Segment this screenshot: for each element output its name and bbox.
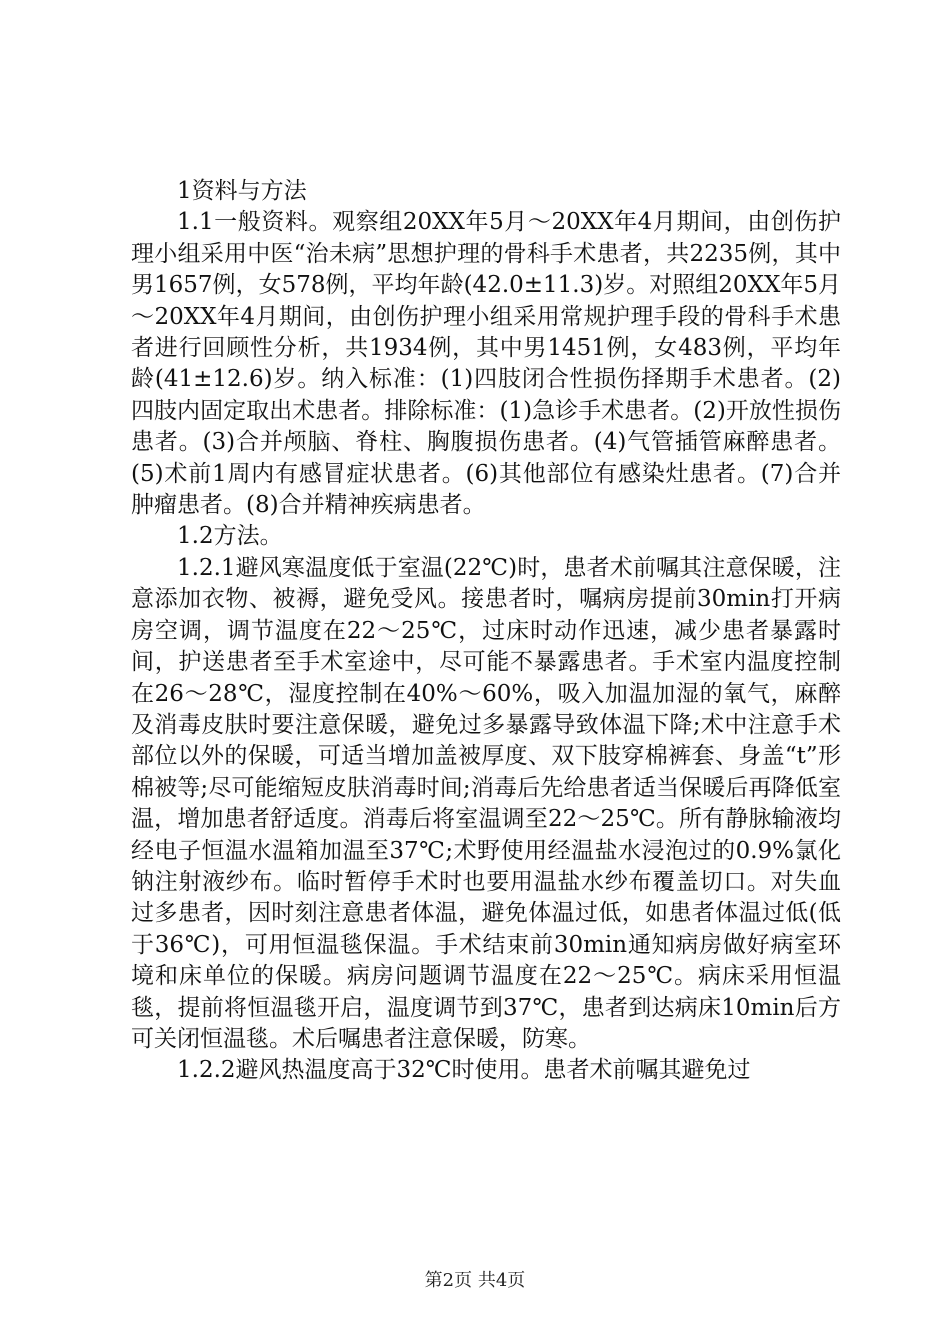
subsection-heading-methods: 1.2方法。 xyxy=(177,523,283,550)
section-heading-methods: 1资料与方法 xyxy=(177,178,307,204)
page-number-footer: 第2页 共4页 xyxy=(424,1270,526,1291)
paragraph-avoid-cold: 1.2.1避风寒温度低于室温(22℃)时，患者术前嘱其注意保暖，注意添加衣物、被褥，避免受风。接患者时，嘱病房提前30min打开病房空调，调节温度在22～25℃，过床时动作迅速，减少患者暴露时间，护送患者至手术室途中，尽可能不暴露患者。手术室内温度控制在26～28℃，湿度控制在40%～60%，吸入加温加湿的氧气，麻醉及消毒皮肤时要注意保暖，避免过多暴露导致体温下降;术中注意手术部位以外的保暖，可适当增加盖被厚度、双下肢穿棉裤套、身盖“t”形棉被等;尽可能缩短皮肤消毒时间;消毒后先给患者适当保暖后再降低室温，增加患者舒适度。消毒后将室温调至22～25℃。所有静脉输液均经电子恒温水温箱加温至37℃;术野使用经温盐水浸泡过的0.9%氯化钠注射液纱布。临时暂停手术时也要用温盐水纱布覆盖切口。对失血过多患者，因时刻注意患者体温，避免体温过低，如患者体温过低(低于36℃)，可用恒温毯保温。手术结束前30min通知病房做好病室环境和床单位的保暖。病房问题调节温度在22～25℃。病床采用恒温毯，提前将恒温毯开启，温度调节到37℃，患者到达病床10min后方可关闭恒温毯。术后嘱患者注意保暖，防寒。 xyxy=(131,554,841,1052)
body-text xyxy=(131,176,841,1087)
paragraph-avoid-heat: 1.2.2避风热温度高于32℃时使用。患者术前嘱其避免过 xyxy=(177,1057,751,1084)
paragraph-general-info: 1.1一般资料。观察组20XX年5月～20XX年4月期间，由创伤护理小组采用中医“治未病”思想护理的骨科手术患者，共2235例，其中男1657例，女578例，平均年龄(42.0±11.3)岁。对照组20XX年5月～20XX年4月期间，由创伤护理小组采用常规护理手段的骨科手术患者进行回顾性分析，共1934例，其中男1451例，女483例，平均年龄(41±12.6)岁。纳入标准：(1)四肢闭合性损伤择期手术患者。(2)四肢内固定取出术患者。排除标准：(1)急诊手术患者。(2)开放性损伤患者。(3)合并颅脑、脊柱、胸腹损伤患者。(4)气管插管麻醉患者。(5)术前1周内有感冒症状患者。(6)其他部位有感染灶患者。(7)合并肿瘤患者。(8)合并精神疾病患者。 xyxy=(131,209,841,519)
